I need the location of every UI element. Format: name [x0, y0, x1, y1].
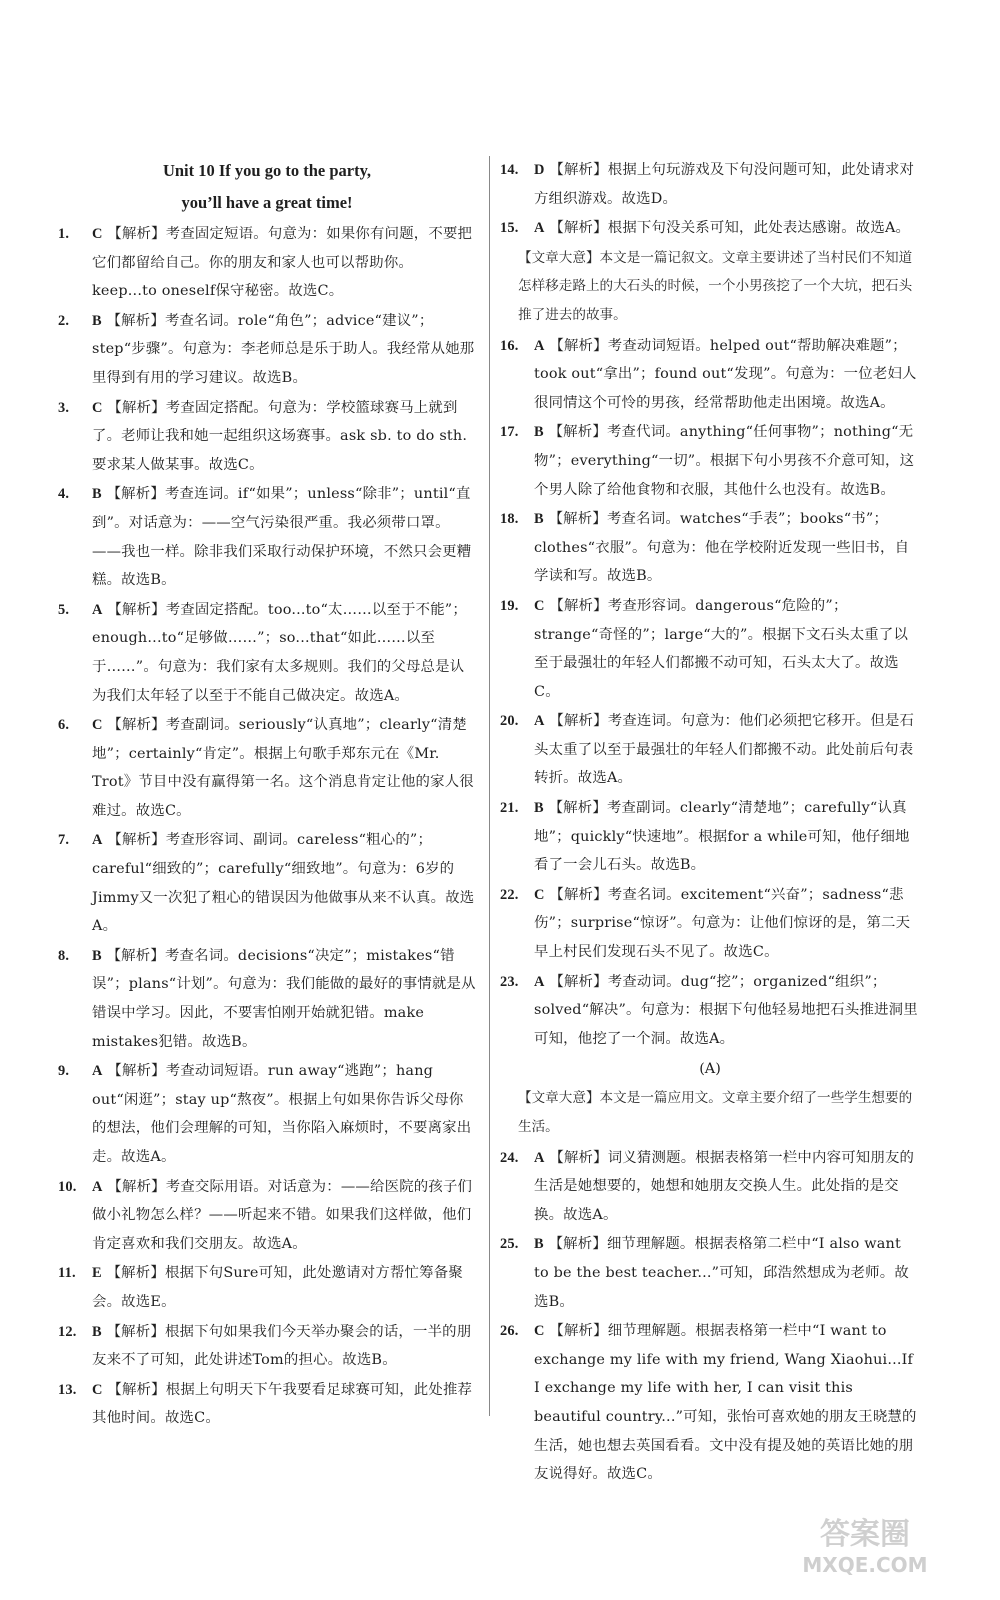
explanation-text: 【解析】考查名词。watches“手表”；books“书”；clothes“衣服”。句意为：他在学校附近发现一些旧书，自学读和写。故选B。	[534, 511, 910, 585]
explanation-text: 【解析】考查动词短语。run away“逃跑”；hang out“闲逛”；stay up“熬夜”。根据上句如果你告诉父母你的想法，他们会理解的可知，当你陷入麻烦时，不要离家出走。故选A。	[92, 1063, 472, 1165]
question-number: 26.	[500, 1323, 519, 1340]
question-number: 14.	[500, 162, 519, 178]
explanation-text: 【解析】考查名词。role“角色”；advice“建议”；step“步骤”。句意为：李老师总是乐于助人。我经常从她那里得到有用的学习建议。故选B。	[92, 312, 475, 386]
question-number: 19.	[500, 597, 519, 614]
question-number: 20.	[500, 713, 519, 730]
question-number: 15.	[500, 220, 519, 237]
answer-item	[58, 480, 476, 594]
explanation-text: 【解析】考查形容词。dangerous“危险的”；strange“奇怪的”；large“大的”。根据下文石头太重了以至于最强壮的年轻人们都搬不动可知，石头太大了。故选C。	[534, 597, 909, 700]
answer-item	[58, 1376, 476, 1433]
answer-choice: B	[92, 947, 102, 964]
question-number: 12.	[58, 1323, 77, 1340]
answer-item	[58, 307, 476, 393]
left-answer-list	[58, 220, 476, 1433]
question-number: 22.	[500, 886, 519, 903]
answer-item	[500, 968, 920, 1054]
answer-item	[500, 1144, 920, 1230]
answer-item	[500, 592, 920, 706]
answer-item	[58, 220, 476, 306]
question-number: 13.	[58, 1381, 77, 1398]
answer-choice: B	[534, 424, 544, 441]
explanation-text: 【解析】考查连词。if“如果”；unless“除非”；until“直到”。对话意为：——空气污染很严重。我必须带口罩。——我也一样。除非我们采取行动保护环境，不然只会更糟糕。故选B。	[92, 486, 472, 589]
watermark-title: 答案圈	[820, 1517, 910, 1552]
answer-choice: C	[534, 597, 545, 614]
answer-choice: A	[534, 337, 545, 354]
question-number: 16.	[500, 337, 519, 354]
question-number: 5.	[58, 601, 70, 618]
explanation-text: 【解析】考查固定搭配。too...to“太……以至于不能”；enough...to“足够做……”；so...that“如此……以至于……”。句意为：我们家有太多规则。我们的父母总是认为我们太年轻了以至于不能自己做决定。故选A。	[92, 601, 467, 704]
answer-choice: B	[92, 1323, 102, 1340]
question-number: 25.	[500, 1236, 519, 1253]
question-number: 3.	[58, 399, 70, 416]
answer-choice: B	[534, 511, 544, 528]
explanation-text: 【解析】细节理解题。根据表格第二栏中“I also want to be the best teacher...”可知，邱浩然想成为老师。故选B。	[534, 1236, 909, 1310]
question-number: 2.	[58, 312, 70, 329]
right-answer-list-1	[500, 156, 920, 243]
right-answer-list-2	[500, 332, 920, 1054]
left-column	[58, 156, 476, 1434]
question-number: 11.	[58, 1265, 76, 1282]
right-answer-list-3	[500, 1144, 920, 1489]
explanation-text: 【解析】考查固定短语。句意为：如果你有问题，不要把它们都留给自己。你的朋友和家人也可以帮助你。keep...to oneself保守秘密。故选C。	[92, 226, 473, 300]
answer-item	[58, 711, 476, 825]
answer-choice: E	[92, 1265, 102, 1282]
explanation-text: 【解析】根据下句Sure可知，此处邀请对方帮忙筹备聚会。故选E。	[92, 1265, 463, 1310]
article-summary-1: 【文章大意】本文是一篇记叙文。文章主要讲述了当村民们不知道怎样移走路上的大石头的时候，一个小男孩挖了一个大坑，把石头推了进去的故事。	[518, 249, 913, 323]
answer-choice: C	[92, 226, 103, 242]
section-label-a: (A)	[699, 1061, 721, 1078]
answer-choice: B	[534, 1236, 544, 1253]
question-number: 21.	[500, 800, 519, 817]
explanation-text: 【解析】考查连词。句意为：他们必须把它移开。但是石头太重了以至于最强壮的年轻人们都搬不动。此处前后句表转折。故选A。	[534, 713, 915, 787]
answer-item	[500, 156, 920, 213]
question-number: 1.	[58, 226, 70, 242]
answer-choice: B	[92, 312, 102, 329]
answer-choice: A	[534, 713, 545, 730]
article-summary-2: 【文章大意】本文是一篇应用文。文章主要介绍了一些学生想要的生活。	[518, 1090, 913, 1135]
explanation-text: 【解析】词义猜测题。根据表格第一栏中内容可知朋友的生活是她想要的，她想和她朋友交换人生。此处指的是交换。故选A。	[534, 1149, 915, 1223]
answer-item	[58, 1259, 476, 1316]
explanation-text: 【解析】根据下句没关系可知，此处表达感谢。故选A。	[549, 220, 911, 237]
answer-choice: A	[92, 1178, 103, 1195]
answer-choice: C	[92, 717, 103, 734]
answer-item	[500, 332, 920, 418]
explanation-text: 【解析】根据上句玩游戏及下句没问题可知，此处请求对方组织游戏。故选D。	[534, 162, 915, 207]
question-number: 7.	[58, 832, 70, 849]
answer-item	[500, 505, 920, 591]
column-divider	[489, 156, 490, 1416]
answer-item	[58, 826, 476, 940]
explanation-text: 【解析】考查形容词、副词。careless“粗心的”；careful“细致的”；carefully“细致地”。句意为：6岁的Jimmy又一次犯了粗心的错误因为他做事从来不认真。故选A。	[92, 832, 475, 935]
answer-choice: C	[534, 1323, 545, 1340]
answer-item	[58, 1173, 476, 1259]
answer-item	[500, 418, 920, 504]
question-number: 23.	[500, 973, 519, 990]
answer-item	[500, 1317, 920, 1489]
explanation-text: 【解析】考查动词短语。helped out“帮助解决难题”；took out“拿出”；found out“发现”。句意为：一位老妇人很同情这个可怜的男孩，经常帮助他走出困境。故选A。	[534, 337, 917, 411]
explanation-text: 【解析】考查名词。decisions“决定”；mistakes“错误”；plans“计划”。句意为：我们能做的最好的事情就是从错误中学习。因此，不要害怕刚开始就犯错。make mistakes犯错。故选B。	[92, 947, 476, 1050]
explanation-text: 【解析】考查固定搭配。句意为：学校篮球赛马上就到了。老师让我和她一起组织这场赛事。ask sb. to do sth. 要求某人做某事。故选C。	[92, 399, 468, 473]
explanation-text: 【解析】根据上句明天下午我要看足球赛可知，此处推荐其他时间。故选C。	[92, 1381, 473, 1427]
question-number: 10.	[58, 1178, 77, 1195]
explanation-text: 【解析】根据下句如果我们今天举办聚会的话，一半的朋友来不了可知，此处讲述Tom的担心。故选B。	[92, 1323, 472, 1369]
answer-choice: A	[92, 1063, 103, 1080]
answer-item	[58, 596, 476, 710]
answer-item	[500, 1230, 920, 1316]
answer-choice: A	[534, 1149, 545, 1166]
question-number: 8.	[58, 947, 70, 964]
explanation-text: 【解析】考查副词。clearly“清楚地”；carefully“认真地”；quickly“快速地”。根据for a while可知，他仔细地看了一会儿石头。故选B。	[534, 800, 910, 874]
question-number: 9.	[58, 1063, 70, 1080]
answer-choice: A	[534, 220, 545, 237]
answer-item	[58, 1318, 476, 1375]
explanation-text: 【解析】考查交际用语。对话意为：——给医院的孩子们做小礼物怎么样？——听起来不错。如果我们这样做，他们肯定喜欢和我们交朋友。故选A。	[92, 1178, 473, 1252]
explanation-text: 【解析】考查代词。anything“任何事物”；nothing“无物”；everything“一切”。根据下句小男孩不介意可知，这个男人除了给他食物和衣服，其他什么也没有。故选B。	[534, 424, 915, 498]
answer-choice: A	[534, 973, 545, 990]
answer-choice: A	[92, 601, 103, 618]
unit-title-line1: Unit 10 If you go to the party,	[162, 161, 372, 180]
answer-choice: D	[534, 162, 545, 178]
answer-item	[500, 881, 920, 967]
question-number: 6.	[58, 717, 70, 734]
answer-item	[500, 214, 920, 243]
question-number: 17.	[500, 424, 519, 441]
question-number: 18.	[500, 511, 519, 528]
answer-choice: A	[92, 832, 103, 849]
answer-choice: B	[92, 486, 102, 503]
answer-choice: B	[534, 800, 544, 817]
answer-item	[500, 794, 920, 880]
question-number: 4.	[58, 486, 70, 503]
explanation-text: 【解析】细节理解题。根据表格第一栏中“I want to exchange my life with my friend, Wang Xiaohui...If I exchange my life with her, I can visit this beautiful country...”可知，张怡可喜欢她的朋友王晓慧的生活，她也想去英国看看。文中没有提及她的英语比她的朋友说得好。故选C。	[534, 1323, 917, 1483]
explanation-text: 【解析】考查动词。dug“挖”；organized“组织”；solved“解决”。句意为：根据下句他轻易地把石头推进洞里可知，他挖了一个洞。故选A。	[534, 973, 918, 1047]
right-column	[500, 156, 920, 1490]
watermark-logo	[760, 1510, 970, 1580]
answer-item	[58, 942, 476, 1056]
question-number: 24.	[500, 1149, 519, 1166]
explanation-text: 【解析】考查名词。excitement“兴奋”；sadness“悲伤”；surprise“惊讶”。句意为：让他们惊讶的是，第二天早上村民们发现石头不见了。故选C。	[534, 886, 911, 961]
watermark-url: MXQE.COM	[802, 1553, 928, 1577]
answer-choice: C	[92, 1381, 103, 1398]
answer-item	[58, 394, 476, 480]
answer-choice: C	[92, 399, 103, 416]
explanation-text: 【解析】考查副词。seriously“认真地”；clearly“清楚地”；certainly“肯定”。根据上句歌手郑东元在《Mr. Trot》节目中没有赢得第一名。这个消息肯定让他的家人很难过。故选C。	[92, 717, 474, 819]
unit-title-line2: you’ll have a great time!	[181, 193, 353, 212]
answer-item	[58, 1057, 476, 1171]
answer-item	[500, 707, 920, 793]
answer-choice: C	[534, 886, 545, 903]
